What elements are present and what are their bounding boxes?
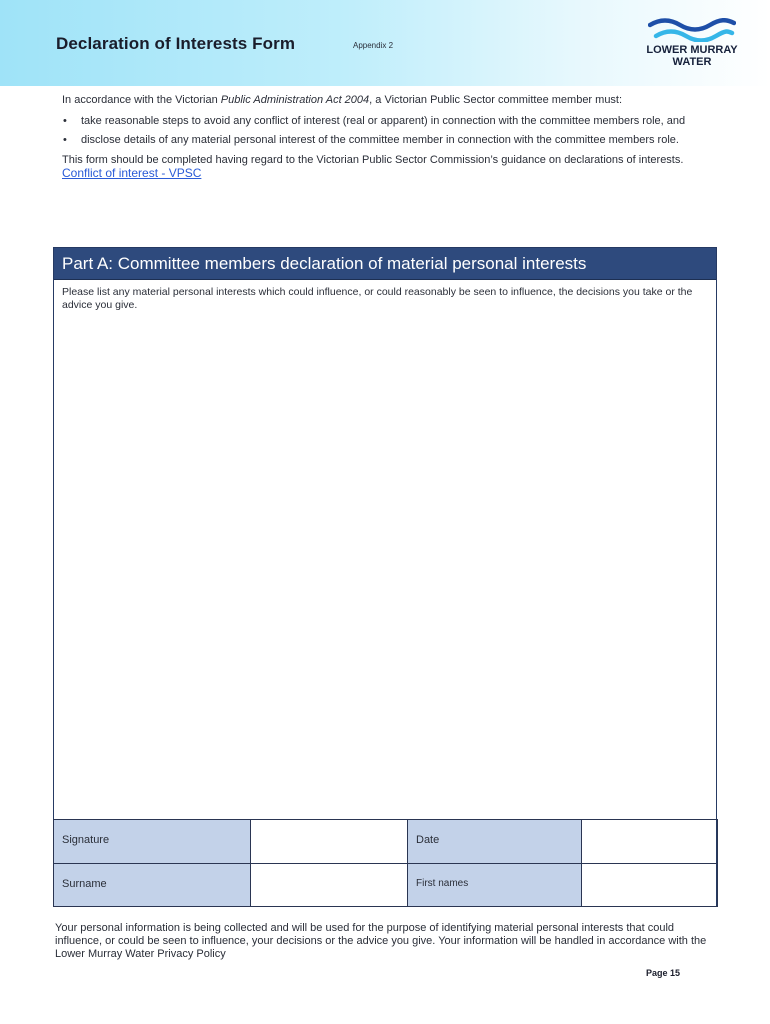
first-names-field[interactable] [582, 863, 718, 907]
intro-text-after: , a Victorian Public Sector committee member must: [369, 94, 623, 106]
surname-label: Surname [54, 863, 251, 907]
lower-murray-water-logo [636, 18, 748, 74]
signature-label: Signature [54, 820, 251, 864]
intro-text-before: In accordance with the Victorian [62, 94, 221, 106]
list-item-text: disclose details of any material personal interest of the committee member in connection with the committee members role. [81, 134, 679, 146]
appendix-label: Appendix 2 [353, 41, 394, 50]
signature-table [53, 819, 718, 907]
act-name: Public Administration Act 2004 [220, 94, 370, 106]
logo-line-1: LOWER MURRAY [646, 44, 738, 56]
date-label: Date [408, 820, 582, 864]
signature-field[interactable] [251, 820, 408, 864]
list-item [62, 115, 712, 128]
table-row [54, 863, 718, 907]
page-title: Declaration of Interests Form [56, 34, 296, 53]
page-number: Page 15 [646, 968, 681, 978]
bullet-icon: • [63, 134, 67, 146]
part-a-heading: Part A: Committee members declaration of material personal interests [54, 248, 716, 280]
part-a-section [53, 247, 717, 907]
logo-line-2: WATER [672, 56, 712, 68]
bullet-icon: • [63, 115, 67, 127]
table-row [54, 820, 718, 864]
logo-text [636, 44, 748, 68]
obligations-list [62, 115, 712, 147]
date-field[interactable] [582, 820, 718, 864]
list-item [62, 134, 712, 147]
part-a-instruction: Please list any material personal interests which could influence, or could reasonably be seen to influence, the decisions you take or the advice you give. [62, 286, 693, 311]
surname-field[interactable] [251, 863, 408, 907]
intro-paragraph [62, 94, 712, 107]
privacy-note: Your personal information is being collected and will be used for the purpose of identifying material personal interests that could influence, or could be seen to influence, your decisions or the advice you give. Your information will be handled in accordance with the Lower Murray Water Privacy Policy [55, 922, 707, 960]
first-names-label: First names [408, 863, 582, 907]
guidance-paragraph [62, 154, 712, 181]
list-item-text: take reasonable steps to avoid any conflict of interest (real or apparent) in connection with the committee members role, and [81, 115, 686, 127]
guidance-text: This form should be completed having regard to the Victorian Public Sector Commission’s guidance on declarations of interests. [62, 154, 684, 166]
vpsc-conflict-of-interest-link[interactable]: Conflict of interest - VPSC [62, 166, 202, 180]
intro-section [62, 94, 712, 181]
water-waves-icon [648, 18, 736, 42]
